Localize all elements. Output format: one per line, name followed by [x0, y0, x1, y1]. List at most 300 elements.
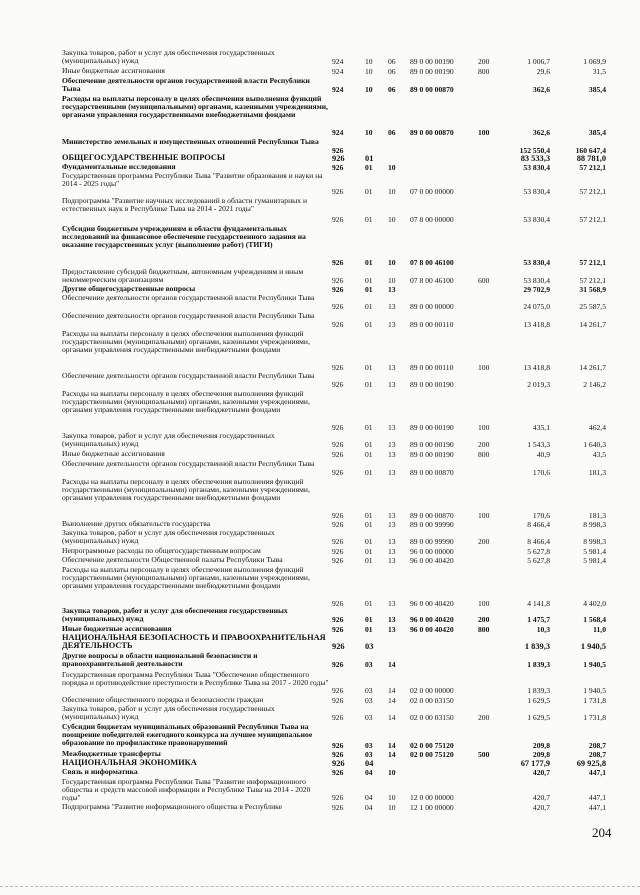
row-rz: 04: [365, 767, 373, 777]
row-vr: 200: [478, 536, 490, 546]
row-csr: 89 0 00 00110: [410, 362, 454, 372]
table-row: [0, 460, 640, 477]
row-amount-2021: 57 212,1: [579, 186, 606, 196]
row-vr: 600: [478, 275, 490, 285]
row-amount-2021: 1 568,4: [583, 614, 606, 624]
row-pr: 13: [388, 555, 396, 565]
row-vr: 100: [478, 422, 490, 432]
row-amount-2021: 447,1: [588, 792, 606, 802]
row-ved: 926: [332, 712, 344, 722]
row-ved: 926: [332, 695, 344, 705]
row-amount-2021: 462,4: [588, 422, 606, 432]
row-rz: 01: [365, 379, 373, 389]
row-ved: 926: [332, 624, 344, 634]
row-vr: 200: [478, 56, 490, 66]
row-amount-2021: 31 568,9: [579, 284, 606, 294]
row-amount-2021: 385,4: [588, 84, 606, 94]
row-rz: 01: [365, 519, 373, 529]
row-pr: 10: [388, 802, 396, 812]
row-ved: 926: [332, 449, 344, 459]
row-amount-2020: 10,3: [536, 624, 550, 634]
row-ved: 926: [332, 301, 344, 311]
row-csr: 02 0 00 75120: [410, 740, 454, 750]
row-rz: 04: [365, 792, 373, 802]
row-name: Обеспечение деятельности органов государственной власти Республики Тыва: [62, 293, 315, 302]
row-amount-2020: 420,7: [532, 802, 550, 812]
row-ved: 926: [332, 379, 344, 389]
table-row: [0, 529, 640, 546]
row-rz: 01: [365, 598, 373, 608]
row-vr: 800: [478, 449, 490, 459]
row-csr: 89 0 00 99990: [410, 519, 454, 529]
row-rz: 01: [365, 614, 373, 624]
row-vr: 100: [478, 362, 490, 372]
row-rz: 10: [365, 127, 373, 137]
row-name: Иные бюджетные ассигнования: [62, 449, 165, 458]
row-ved: 926: [332, 467, 344, 477]
table-row: [0, 450, 640, 459]
row-name: Другие общегосударственные вопросы: [62, 284, 196, 293]
row-pr: 14: [388, 749, 396, 759]
row-pr: 14: [388, 659, 396, 669]
row-amount-2021: 2 146,2: [583, 379, 606, 389]
row-amount-2020: 5 627,8: [527, 546, 550, 556]
row-ved: 926: [332, 319, 344, 329]
row-csr: 96 0 00 40420: [410, 624, 454, 634]
row-amount-2021: 57 212,1: [579, 214, 606, 224]
row-rz: 01: [365, 555, 373, 565]
row-amount-2020: 40,9: [536, 449, 550, 459]
row-pr: 13: [388, 439, 396, 449]
row-amount-2020: 1 629,5: [527, 712, 550, 722]
row-pr: 10: [388, 792, 396, 802]
row-pr: 13: [388, 546, 396, 556]
row-rz: 04: [365, 758, 374, 768]
row-name: Подпрограмма "Развитие информационного общества в Республике: [62, 802, 283, 811]
row-pr: 13: [388, 301, 396, 311]
table-row: [0, 723, 640, 750]
row-rz: 03: [365, 659, 373, 669]
row-pr: 14: [388, 695, 396, 705]
row-amount-2021: 14 261,7: [579, 362, 606, 372]
row-pr: 06: [388, 127, 396, 137]
row-amount-2020: 53 830,4: [523, 186, 550, 196]
row-csr: 89 0 00 00870: [410, 84, 454, 94]
row-rz: 01: [365, 319, 373, 329]
row-vr: 200: [478, 439, 490, 449]
row-amount-2021: 1 069,9: [583, 56, 606, 66]
row-amount-2020: 420,7: [532, 767, 550, 777]
row-amount-2020: 13 418,8: [523, 319, 550, 329]
table-row: [0, 705, 640, 722]
row-amount-2021: 5 981,4: [583, 546, 606, 556]
table-row: [0, 432, 640, 449]
row-name: Расходы на выплаты персоналу в целях обеспечения выполнения функций государственными (муниципальными) органами, казенными учреждениями, органами управления государственными внебюджетными фондами: [62, 477, 310, 503]
row-amount-2020: 24 075,0: [523, 301, 550, 311]
row-amount-2021: 57 212,1: [579, 275, 606, 285]
row-amount-2020: 29,6: [536, 66, 550, 76]
table-row: [0, 312, 640, 329]
row-ved: 926: [332, 257, 344, 267]
row-pr: 10: [388, 214, 396, 224]
row-name: Министерство земельных и имущественных отношений Республики Тыва: [62, 137, 319, 146]
row-amount-2020: 53 830,4: [523, 275, 550, 285]
row-name: НАЦИОНАЛЬНАЯ БЕЗОПАСНОСТЬ И ПРАВООХРАНИТЕЛЬНАЯ ДЕЯТЕЛЬНОСТЬ: [62, 633, 326, 651]
row-ved: 926: [332, 439, 344, 449]
row-pr: 14: [388, 740, 396, 750]
row-pr: 10: [388, 257, 396, 267]
row-amount-2020: 4 141,8: [527, 598, 550, 608]
table-row: [0, 671, 640, 695]
table-row: [0, 768, 640, 777]
row-ved: 926: [332, 284, 344, 294]
row-name: Закупка товаров, работ и услуг для обеспечения государственных (муниципальных) нужд: [62, 704, 275, 722]
table-row: [0, 372, 640, 389]
row-ved: 926: [332, 519, 344, 529]
row-csr: 02 0 00 03150: [410, 695, 454, 705]
row-name: Другие вопросы в области национальной безопасности и правоохранительной деятельности: [62, 651, 258, 669]
row-amount-2020: 2 019,3: [527, 379, 550, 389]
row-amount-2021: 43,5: [592, 449, 606, 459]
row-name: Непрограммные расходы по общегосударственным вопросам: [62, 546, 261, 555]
row-rz: 01: [365, 422, 373, 432]
row-vr: 200: [478, 712, 490, 722]
row-amount-2021: 1 731,8: [583, 695, 606, 705]
row-name: Государственная программа Республики Тыва "Обеспечение общественного порядка и противодействие преступности в Республике Тыва на 2017 - 2020 годы": [62, 670, 329, 688]
table-row: [0, 634, 640, 651]
row-amount-2020: 53 830,4: [523, 257, 550, 267]
row-name: Закупка товаров, работ и услуг для обеспечения государственных (муниципальных) нужд: [62, 431, 275, 449]
row-pr: 06: [388, 84, 396, 94]
row-name: Иные бюджетные ассигнования: [62, 66, 165, 75]
row-csr: 02 0 00 00000: [410, 685, 454, 695]
row-rz: 01: [365, 510, 373, 520]
table-row: [0, 294, 640, 311]
row-csr: 07 0 00 00000: [410, 186, 454, 196]
row-csr: 89 0 00 99990: [410, 536, 454, 546]
page-number: 204: [592, 825, 612, 840]
row-pr: 13: [388, 624, 396, 634]
table-row: [0, 77, 640, 94]
row-amount-2021: 8 998,3: [583, 536, 606, 546]
row-ved: 926: [332, 275, 344, 285]
row-amount-2020: 53 830,4: [523, 214, 550, 224]
bottom-rule: [0, 886, 640, 887]
row-pr: 13: [388, 379, 396, 389]
row-amount-2020: 170,6: [532, 510, 550, 520]
table-row: [0, 652, 640, 669]
row-pr: 10: [388, 275, 396, 285]
table-row: [0, 607, 640, 624]
row-csr: 89 0 00 00190: [410, 56, 454, 66]
row-amount-2021: 208,7: [588, 740, 606, 750]
row-csr: 96 0 00 40420: [410, 555, 454, 565]
row-pr: 14: [388, 685, 396, 695]
row-csr: 96 0 00 00000: [410, 546, 454, 556]
row-rz: 01: [365, 467, 373, 477]
row-amount-2020: 1 543,3: [527, 439, 550, 449]
row-amount-2020: 29 702,9: [523, 284, 550, 294]
row-amount-2021: 181,3: [588, 467, 606, 477]
row-ved: 926: [332, 555, 344, 565]
row-amount-2020: 1 006,7: [527, 56, 550, 66]
table-row: [0, 49, 640, 66]
row-name: Государственная программа Республики Тыва "Развитие информационного общества и средств массовой информации в Республике Тыва на 2014 - 2020 годы": [62, 777, 311, 803]
row-rz: 01: [365, 275, 373, 285]
row-vr: 800: [478, 624, 490, 634]
row-csr: 02 0 00 03150: [410, 712, 454, 722]
table-row: [0, 95, 640, 137]
row-ved: 926: [332, 598, 344, 608]
row-amount-2020: 1 839,3: [524, 641, 550, 651]
row-name: Связь и информатика: [62, 767, 138, 776]
row-amount-2020: 435,1: [532, 422, 550, 432]
row-pr: 13: [388, 598, 396, 608]
row-csr: 07 8 00 46100: [410, 275, 454, 285]
row-pr: 14: [388, 712, 396, 722]
row-csr: 02 0 00 75120: [410, 749, 454, 759]
row-amount-2021: 160 647,4: [575, 145, 606, 155]
row-ved: 926: [332, 153, 345, 163]
row-amount-2021: 4 402,0: [583, 598, 606, 608]
row-amount-2021: 5 981,4: [583, 555, 606, 565]
row-ved: 926: [332, 641, 345, 651]
row-rz: 04: [365, 802, 373, 812]
row-name: Субсидии бюджетным учреждениям в области фундаментальных исследований на финансовое обеспечение государственного задания на оказание государственных услуг (выполнение работ) (ТИГИ): [62, 224, 306, 250]
row-csr: 89 0 00 00870: [410, 510, 454, 520]
row-rz: 01: [365, 162, 373, 172]
row-rz: 01: [365, 546, 373, 556]
row-rz: 03: [365, 641, 374, 651]
row-rz: 03: [365, 712, 373, 722]
row-pr: 10: [388, 162, 396, 172]
row-rz: 01: [365, 301, 373, 311]
row-name: Обеспечение общественного порядка и безопасности граждан: [62, 695, 264, 704]
row-csr: 12 0 00 00000: [410, 792, 454, 802]
row-rz: 03: [365, 695, 373, 705]
row-pr: 13: [388, 319, 396, 329]
row-amount-2020: 1 629,5: [527, 695, 550, 705]
row-vr: 100: [478, 127, 490, 137]
table-row: [0, 556, 640, 565]
row-ved: 924: [332, 56, 344, 66]
row-amount-2020: 362,6: [532, 84, 550, 94]
row-name: Обеспечение деятельности органов государственной власти Республики Тыва: [62, 371, 315, 380]
row-amount-2021: 447,1: [588, 802, 606, 812]
row-amount-2021: 181,3: [588, 510, 606, 520]
row-csr: 07 8 00 46100: [410, 257, 454, 267]
row-amount-2021: 14 261,7: [579, 319, 606, 329]
row-name: Закупка товаров, работ и услуг для обеспечения государственных (муниципальных) нужд: [62, 48, 275, 66]
row-ved: 926: [332, 422, 344, 432]
row-vr: 800: [478, 66, 490, 76]
row-amount-2021: 1 940,5: [583, 659, 606, 669]
row-amount-2020: 209,8: [532, 740, 550, 750]
row-ved: 926: [332, 659, 344, 669]
row-ved: 926: [332, 792, 344, 802]
row-vr: 200: [478, 614, 490, 624]
row-name: Обеспечение деятельности органов государственной власти Республики Тыва: [62, 76, 310, 94]
row-pr: 10: [388, 767, 396, 777]
row-csr: 96 0 00 40420: [410, 614, 454, 624]
row-csr: 89 0 00 00870: [410, 467, 454, 477]
row-ved: 926: [332, 802, 344, 812]
row-csr: 07 8 00 00000: [410, 214, 454, 224]
row-rz: 01: [365, 153, 374, 163]
row-pr: 13: [388, 510, 396, 520]
row-rz: 01: [365, 449, 373, 459]
row-rz: 01: [365, 624, 373, 634]
row-amount-2020: 13 418,8: [523, 362, 550, 372]
row-amount-2020: 209,8: [532, 749, 550, 759]
row-rz: 01: [365, 284, 373, 294]
row-amount-2020: 8 466,4: [527, 519, 550, 529]
row-name: Фундаментальные исследования: [62, 162, 176, 171]
row-amount-2020: 83 533,3: [520, 153, 550, 163]
row-amount-2021: 208,7: [588, 749, 606, 759]
table-row: [0, 390, 640, 432]
row-name: Предоставление субсидий бюджетным, автономным учреждениям и иным некоммерческим организациям: [62, 267, 304, 285]
row-csr: 89 0 00 00190: [410, 449, 454, 459]
row-amount-2021: 69 925,8: [576, 758, 606, 768]
row-amount-2020: 1 839,3: [527, 659, 550, 669]
row-amount-2020: 420,7: [532, 792, 550, 802]
row-name: НАЦИОНАЛЬНАЯ ЭКОНОМИКА: [62, 758, 197, 767]
row-rz: 10: [365, 66, 373, 76]
row-amount-2021: 1 940,5: [580, 641, 606, 651]
row-amount-2021: 1 640,3: [583, 439, 606, 449]
row-csr: 89 0 00 00000: [410, 301, 454, 311]
row-rz: 03: [365, 749, 373, 759]
row-pr: 13: [388, 422, 396, 432]
row-amount-2020: 152 550,4: [519, 145, 550, 155]
row-vr: 100: [478, 598, 490, 608]
row-name: Закупка товаров, работ и услуг для обеспечения государственных (муниципальных) нужд: [62, 606, 288, 624]
table-row: [0, 197, 640, 224]
row-pr: 13: [388, 362, 396, 372]
row-name: Иные бюджетные ассигнования: [62, 624, 172, 633]
row-csr: 96 0 00 40420: [410, 598, 454, 608]
row-name: Расходы на выплаты персоналу в целях обеспечения выполнения функций государственными (муниципальными) органами, казенными учреждениями, органами управления государственными внебюджетными фондами: [62, 94, 329, 120]
row-name: Обеспечение деятельности Общественной палаты Республики Тыва: [62, 555, 283, 564]
row-csr: 89 0 00 00190: [410, 379, 454, 389]
table-row: [0, 268, 640, 285]
row-amount-2021: 88 781,0: [576, 153, 606, 163]
row-amount-2020: 1 839,3: [527, 685, 550, 695]
row-pr: 13: [388, 614, 396, 624]
row-amount-2021: 1 940,5: [583, 685, 606, 695]
row-name: ОБЩЕГОСУДАРСТВЕННЫЕ ВОПРОСЫ: [62, 153, 226, 162]
row-pr: 13: [388, 536, 396, 546]
row-rz: 01: [365, 439, 373, 449]
row-amount-2020: 1 475,7: [527, 614, 550, 624]
row-csr: 89 0 00 00190: [410, 439, 454, 449]
row-ved: 926: [332, 614, 344, 624]
row-ved: 926: [332, 749, 344, 759]
row-name: Расходы на выплаты персоналу в целях обеспечения выполнения функций государственными (муниципальными) органами, казенными учреждениями, органами управления государственными внебюджетными фондами: [62, 389, 310, 415]
row-pr: 13: [388, 284, 396, 294]
row-csr: 89 0 00 00190: [410, 66, 454, 76]
row-pr: 13: [388, 449, 396, 459]
row-vr: 100: [478, 510, 490, 520]
row-ved: 926: [332, 362, 344, 372]
row-amount-2021: 25 587,5: [579, 301, 606, 311]
row-ved: 926: [332, 510, 344, 520]
row-csr: 89 0 00 00870: [410, 127, 454, 137]
row-pr: 06: [388, 56, 396, 66]
row-ved: 926: [332, 186, 344, 196]
row-rz: 01: [365, 536, 373, 546]
table-row: [0, 67, 640, 76]
table-row: [0, 172, 640, 196]
row-amount-2020: 5 627,8: [527, 555, 550, 565]
row-ved: 926: [332, 145, 344, 155]
row-ved: 926: [332, 536, 344, 546]
row-csr: 12 1 00 00000: [410, 802, 454, 812]
row-amount-2021: 31,5: [592, 66, 606, 76]
row-amount-2020: 53 830,4: [523, 162, 550, 172]
row-amount-2021: 57 212,1: [579, 162, 606, 172]
row-ved: 926: [332, 162, 344, 172]
row-csr: 89 0 00 00110: [410, 319, 454, 329]
row-rz: 01: [365, 214, 373, 224]
row-amount-2021: 385,4: [588, 127, 606, 137]
row-amount-2021: 11,0: [593, 624, 606, 634]
row-vr: 500: [478, 749, 490, 759]
row-name: Обеспечение деятельности органов государственной власти Республики Тыва: [62, 459, 315, 468]
table-row: [0, 803, 640, 812]
row-ved: 926: [332, 758, 345, 768]
row-amount-2020: 8 466,4: [527, 536, 550, 546]
row-rz: 03: [365, 685, 373, 695]
row-pr: 10: [388, 186, 396, 196]
table-row: [0, 566, 640, 608]
row-pr: 13: [388, 467, 396, 477]
row-amount-2021: 1 731,8: [583, 712, 606, 722]
row-name: Межбюджетные трансферты: [62, 749, 161, 758]
row-ved: 924: [332, 84, 344, 94]
row-name: Закупка товаров, работ и услуг для обеспечения государственных (муниципальных) нужд: [62, 528, 275, 546]
row-ved: 926: [332, 214, 344, 224]
row-amount-2021: 57 212,1: [579, 257, 606, 267]
table-row: [0, 478, 640, 520]
row-amount-2020: 67 177,9: [520, 758, 550, 768]
table-row: [0, 225, 640, 267]
row-ved: 926: [332, 740, 344, 750]
row-ved: 926: [332, 546, 344, 556]
row-amount-2020: 170,6: [532, 467, 550, 477]
row-ved: 924: [332, 66, 344, 76]
row-name: Расходы на выплаты персоналу в целях обеспечения выполнения функций государственными (муниципальными) органами, казенными учреждениями, органами управления государственными внебюджетными фондами: [62, 329, 310, 355]
row-amount-2020: 362,6: [532, 127, 550, 137]
row-rz: 01: [365, 186, 373, 196]
table-row: [0, 330, 640, 372]
row-rz: 10: [365, 56, 373, 66]
row-ved: 926: [332, 767, 344, 777]
row-name: Выполнение других обязательств государства: [62, 519, 211, 528]
table-row: [0, 778, 640, 802]
row-csr: 89 0 00 00190: [410, 422, 454, 432]
row-name: Субсидии бюджетам муниципальных образований Республики Тыва на поощрение победителей ежегодного конкурса на лучшее муниципальное образование по профилактике правонарушений: [62, 722, 313, 748]
row-rz: 01: [365, 257, 373, 267]
row-pr: 06: [388, 66, 396, 76]
row-amount-2021: 447,1: [588, 767, 606, 777]
row-rz: 03: [365, 740, 373, 750]
row-amount-2021: 8 998,3: [583, 519, 606, 529]
row-name: Подпрограмма "Развитие научных исследований в области гуманитарных и естественных наук в Республике Тыва на 2014 - 2021 годы": [62, 196, 308, 214]
row-rz: 10: [365, 84, 373, 94]
row-name: Государственная программа Республики Тыва "Развитие образования и науки на 2014 - 2025 годы": [62, 171, 323, 189]
